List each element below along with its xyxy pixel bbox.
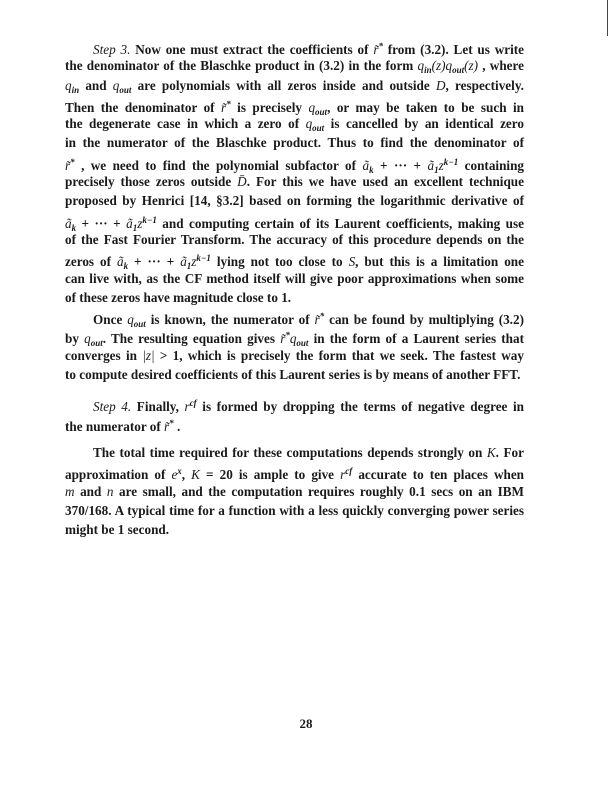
text-run: the numerator of — [65, 418, 165, 434]
text-run: by — [65, 331, 85, 347]
math-sup: k−1 — [142, 214, 157, 225]
text-run: of these zeros have magnitude close to 1. — [65, 289, 292, 305]
text-run: The total time required for these computations depends strongly on — [93, 444, 487, 460]
math-sub: 1 — [434, 164, 439, 175]
text-line — [65, 288, 524, 307]
text-line — [65, 326, 524, 349]
text-line — [65, 501, 524, 520]
document-body — [65, 37, 524, 539]
text-run: the degenerate case in which a zero of — [65, 116, 306, 132]
math-sub: 1 — [132, 222, 138, 233]
math-i: q — [65, 77, 72, 93]
text-run: converges in — [65, 347, 143, 363]
text-run: can be found by multiplying (3.2) — [324, 312, 524, 328]
math-i: z — [438, 157, 444, 173]
math-i: z — [137, 215, 143, 231]
math-sup: * — [70, 156, 75, 167]
text-run: is precisely — [230, 99, 309, 115]
math-i: q — [305, 116, 313, 132]
text-run: , or may be taken to be such in — [327, 99, 524, 115]
text-run: can live with, as the CF method itself will give poor approximations when some — [65, 270, 524, 286]
math-sub: out — [315, 106, 328, 117]
text-run: , we need to find the polynomial subfactor of — [74, 157, 363, 173]
math-sub: in — [71, 84, 80, 95]
math-i: r̃ — [221, 99, 227, 115]
text-run: is cancelled by an identical zero — [324, 116, 524, 132]
math-i: S — [348, 254, 356, 270]
math-i: q — [84, 331, 91, 347]
text-run: approximation of — [65, 467, 172, 483]
text-run: Once — [93, 312, 128, 328]
text-run: > 1, which is precisely the form that we seek. The fastest way — [154, 347, 524, 363]
text-run: , but this is a limitation one — [355, 254, 524, 270]
text-line — [65, 133, 524, 152]
page-edge-line — [607, 0, 608, 36]
math-i: (z) — [464, 58, 479, 74]
paragraph — [65, 443, 524, 539]
paragraph — [65, 37, 524, 307]
text-run: in the form of a Laurent series that — [308, 331, 524, 347]
text-run: + ··· + — [128, 254, 181, 270]
text-line — [65, 520, 524, 539]
text-line — [65, 153, 525, 175]
text-line — [65, 394, 524, 413]
math-i: ã — [65, 215, 72, 231]
text-line — [65, 462, 524, 481]
text-line — [65, 56, 524, 75]
text-line — [65, 249, 524, 272]
math-i: r — [340, 467, 346, 483]
text-run: and — [79, 77, 113, 93]
text-run: , respectively. — [445, 77, 524, 93]
math-i: ã — [116, 254, 124, 270]
math-i: q — [308, 99, 316, 115]
text-run: + ··· + — [373, 157, 428, 173]
math-sub: out — [452, 65, 465, 76]
text-run: might be 1 second. — [65, 522, 170, 538]
text-run: . The resulting equation gives — [102, 331, 281, 347]
math-sup: * — [319, 311, 325, 322]
text-line — [65, 443, 524, 462]
math-i: q — [417, 58, 425, 74]
text-line — [65, 172, 524, 191]
math-sup: cf — [189, 398, 197, 409]
text-run: + ··· + — [76, 215, 127, 231]
page-number: 28 — [299, 716, 313, 731]
math-i: (z)q — [431, 58, 453, 74]
math-i: q — [127, 312, 134, 328]
text-line — [65, 211, 524, 233]
math-i: Step 4. — [93, 399, 132, 415]
math-sub: 1 — [186, 261, 192, 272]
text-run: . For — [495, 444, 524, 460]
math-i: r — [184, 399, 190, 415]
text-run: , where — [478, 58, 524, 74]
text-run: containing — [458, 157, 525, 173]
text-run: zeros of — [65, 254, 117, 270]
text-line — [65, 76, 524, 95]
math-sub: in — [424, 65, 432, 76]
text-line — [65, 95, 524, 117]
math-sup: * — [378, 41, 383, 51]
text-run: and computing certain of its Laurent coefficients, making use — [156, 215, 524, 231]
text-run: are small, and the computation requires roughly 0.1 secs on an IBM — [113, 483, 525, 499]
math-i: e — [171, 467, 178, 483]
math-i: r̃ — [164, 418, 170, 434]
math-sub: out — [296, 338, 309, 349]
math-sub: k — [369, 164, 374, 175]
text-run: is known, the numerator of — [145, 312, 315, 328]
text-run: 370/168. A typical time for a function with a less quickly converging power series — [65, 502, 524, 518]
text-line — [65, 230, 524, 249]
math-sub: out — [133, 319, 146, 330]
math-i: K — [486, 444, 496, 460]
text-run: is formed by dropping the terms of negative degree in — [196, 399, 524, 415]
text-run: Now one must extract the coefficients of — [130, 42, 374, 57]
math-sub: out — [90, 338, 103, 349]
math-sup: x — [177, 466, 182, 477]
math-i: r̃ — [280, 331, 286, 347]
text-run: from (3.2). Let us write — [382, 42, 524, 57]
math-sub: k — [71, 222, 77, 233]
math-i: r̃ — [373, 42, 379, 57]
text-line — [65, 269, 524, 288]
math-i: Step 3. — [93, 42, 131, 57]
text-run: in the numerator of the Blaschke product. Thus to find the denominator of — [65, 135, 524, 151]
math-sup: k−1 — [443, 156, 459, 167]
text-run: the denominator of the Blaschke product in (3.2) in the form — [65, 58, 418, 74]
text-run: of the Fast Fourier Transform. The accuracy of this procedure depends on the — [65, 231, 524, 247]
text-run: to compute desired coefficients of this Laurent series is by means of another FFT. — [65, 367, 521, 383]
math-i: r̃ — [314, 312, 320, 328]
math-i: |z| — [142, 347, 155, 363]
math-i: D — [435, 77, 446, 93]
text-run: lying not too close to — [210, 254, 349, 270]
text-run: and — [74, 483, 107, 499]
paragraph — [65, 307, 524, 384]
math-sup: * — [169, 417, 174, 428]
math-i: ã — [362, 157, 370, 173]
text-run: are polynomials with all zeros inside and outside — [131, 77, 436, 93]
math-sup: k−1 — [196, 253, 211, 264]
text-line — [65, 37, 524, 56]
text-line — [65, 307, 524, 330]
math-i: n — [106, 483, 114, 499]
math-i: r̃ — [65, 157, 71, 173]
math-i: q — [112, 77, 120, 93]
math-i: z — [191, 254, 197, 270]
text-line — [65, 346, 524, 365]
math-sup: cf — [345, 466, 353, 477]
math-sub: out — [119, 84, 132, 95]
math-i: ã — [427, 157, 435, 173]
text-run: accurate to ten places when — [352, 467, 525, 483]
text-line — [65, 191, 524, 210]
math-i: ã — [180, 254, 187, 270]
text-run: precisely those zeros outside — [65, 174, 238, 190]
text-line — [65, 482, 524, 501]
text-run: = 20 is ample to give — [199, 467, 341, 483]
text-run: Then the denominator of — [65, 99, 222, 115]
math-i: m — [65, 483, 75, 499]
text-line — [65, 414, 524, 433]
math-sub: out — [312, 123, 325, 134]
math-sup: * — [226, 98, 231, 109]
math-sup: * — [285, 330, 290, 341]
text-line — [65, 114, 524, 133]
text-run: . For this we have used an excellent technique — [246, 174, 524, 190]
text-line — [65, 365, 524, 384]
text-run: Finally, — [131, 399, 185, 415]
text-run: proposed by Henrici [14, §3.2] based on forming the logarithmic derivative of — [65, 193, 524, 209]
text-run: , — [181, 467, 192, 483]
math-i: q — [289, 331, 297, 347]
paragraph — [65, 394, 524, 433]
math-i: D̄ — [237, 174, 247, 190]
math-i: ã — [126, 215, 133, 231]
math-i: K — [191, 467, 200, 483]
math-sub: k — [123, 261, 129, 272]
text-run: . — [173, 418, 181, 434]
